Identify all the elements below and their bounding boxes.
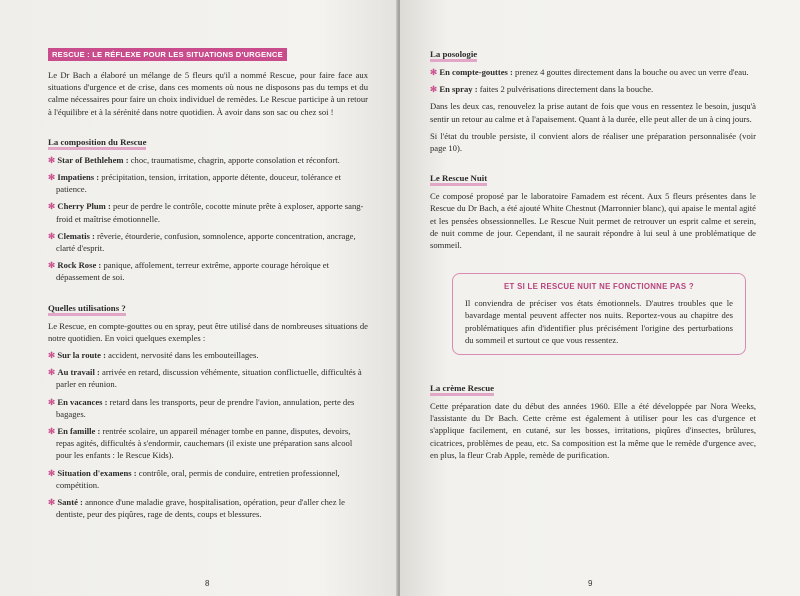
bullet-icon: ✻ [48, 350, 56, 361]
left-page [0, 0, 398, 596]
bullet-icon: ✻ [48, 426, 56, 437]
bullet-icon: ✻ [48, 154, 56, 165]
posologie-paragraph: Dans les deux cas, renouvelez la prise autant de fois que vous en ressentez le besoin, jusqu'à sentir un retour au calme et à l'apaisement. Quant à la durée, elle peut aller de un à cinq jours. [430, 101, 756, 124]
bullet-icon: ✻ [48, 497, 56, 508]
list-item: ✻ Rock Rose : panique, affolement, terreur extrême, apporte courage héroïque et dépassement de soi. [48, 260, 329, 283]
list-item: ✻ Sur la route : accident, nervosité dans les embouteillages. [48, 350, 259, 361]
intro-paragraph: Le Dr Bach a élaboré un mélange de 5 fleurs qu'il a nommé Rescue, pour faire face aux situations d'urgence et de crise, dans ces moments où nous ne disposons pas du temps et du calme nécessaires pour faire un choix individuel de remèdes. Le Rescue participe à un retour à l'équilibre et à la sérénité dans notre quotidien. À avoir dans son sac ou chez soi ! [48, 70, 368, 117]
list-item: ✻ En compte-gouttes : prenez 4 gouttes directement dans la bouche ou avec un verre d'eau. [430, 67, 749, 77]
bullet-icon: ✻ [48, 367, 56, 378]
list-item: ✻ En vacances : retard dans les transports, peur de prendre l'avion, annulation, perte des bagages. [48, 396, 355, 419]
right-page [400, 0, 800, 596]
bullet-icon: ✻ [430, 84, 438, 95]
bullet-icon: ✻ [48, 172, 56, 183]
callout-box [452, 273, 746, 355]
composition-heading: La composition du Rescue [48, 137, 146, 150]
composition-list [48, 154, 368, 284]
callout-title: ET SI LE RESCUE NUIT NE FONCTIONNE PAS ? [504, 282, 694, 292]
uses-list [48, 349, 368, 520]
list-item: ✻ Santé : annonce d'une maladie grave, hospitalisation, opération, peur d'aller chez le dentiste, peur des piqûres, rage de dents, coups et blessures. [48, 497, 345, 520]
bullet-icon: ✻ [48, 467, 56, 478]
list-item: ✻ Clematis : rêverie, étourderie, confusion, somnolence, apporte concentration, ancrage, clarté d'esprit. [48, 230, 356, 254]
list-item: ✻ En spray : faites 2 pulvérisations directement dans la bouche. [430, 84, 654, 95]
page-number: 8 [205, 579, 210, 588]
bullet-icon: ✻ [48, 201, 56, 212]
creme-paragraph: Cette préparation date du début des années 1960. Elle a été développée par Nora Weeks, l'assistante du Dr Bach. Cette crème est également à utiliser pour les cas d'urgence et s'applique facilement, en cutané, sur les bosses, irritations, piqûres d'insectes, brûlures, cicatrices, problèmes de peau, etc. Sa composition est la même que le remède d'urgence avec, en plus, la fleur Crab Apple, remède de purification. [430, 401, 756, 460]
list-item: ✻ Au travail : arrivée en retard, discussion véhémente, situation conflictuelle, difficultés à parler en réunion. [48, 367, 362, 390]
uses-intro: Le Rescue, en compte-gouttes ou en spray, peut être utilisé dans de nombreuses situations de notre quotidien. En voici quelques exemples : [48, 320, 368, 343]
list-item: ✻ En famille : rentrée scolaire, un appareil ménager tombe en panne, disputes, devoirs, repas agités, difficultés à s'endormir, cauchemars (il existe une préparation sans alcool pour les enfants : le Rescue Kids). [48, 426, 353, 461]
section-tag: RESCUE : LE RÉFLEXE POUR LES SITUATIONS D'URGENCE [48, 48, 287, 61]
page-number: 9 [588, 579, 593, 588]
list-item: ✻ Impatiens : précipitation, tension, irritation, apporte détente, douceur, tolérance et patience. [48, 172, 342, 195]
bullet-icon: ✻ [48, 396, 56, 407]
bullet-icon: ✻ [48, 230, 56, 241]
list-item: ✻ Cherry Plum : peur de perdre le contrôle, cocotte minute prête à exploser, apporte sang-froid et maîtrise émotionnelle. [48, 201, 364, 224]
callout-text: Il conviendra de préciser vos états émotionnels. D'autres troubles que le bavardage mental peuvent affecter nos nuits. Reportez-vous au chapitre des problématiques afin d'identifier plus précisément l'origine des perturbations du sommeil et surtout ce que vous ressentez. [465, 298, 733, 345]
rescue-nuit-heading: Le Rescue Nuit [430, 173, 487, 186]
creme-heading: La crème Rescue [430, 383, 494, 396]
bullet-icon: ✻ [430, 67, 438, 77]
bullet-icon: ✻ [48, 260, 56, 271]
rescue-nuit-paragraph: Ce composé proposé par le laboratoire Famadem est récent. Aux 5 fleurs présentes dans le Rescue du Dr Bach, a été ajouté White Chestnut (Marronnier blanc), qui apaise le mental agité et les pensées obsessionnelles. Le Rescue Nuit permet de retrouver un esprit calme et serein, de nuit comme de jour. Cependant, il ne saurait répondre à lui seul à une problématique de sommeil. [430, 191, 756, 251]
uses-heading: Quelles utilisations ? [48, 303, 126, 316]
posologie-note: Si l'état du trouble persiste, il convient alors de réaliser une préparation personnalisée (voir page 10). [430, 130, 756, 154]
list-item: ✻ Situation d'examens : contrôle, oral, permis de conduire, entretien professionnel, compétition. [48, 467, 340, 490]
list-item: ✻ Star of Bethlehem : choc, traumatisme, chagrin, apporte consolation et réconfort. [48, 154, 340, 165]
posologie-heading: La posologie [430, 49, 477, 62]
